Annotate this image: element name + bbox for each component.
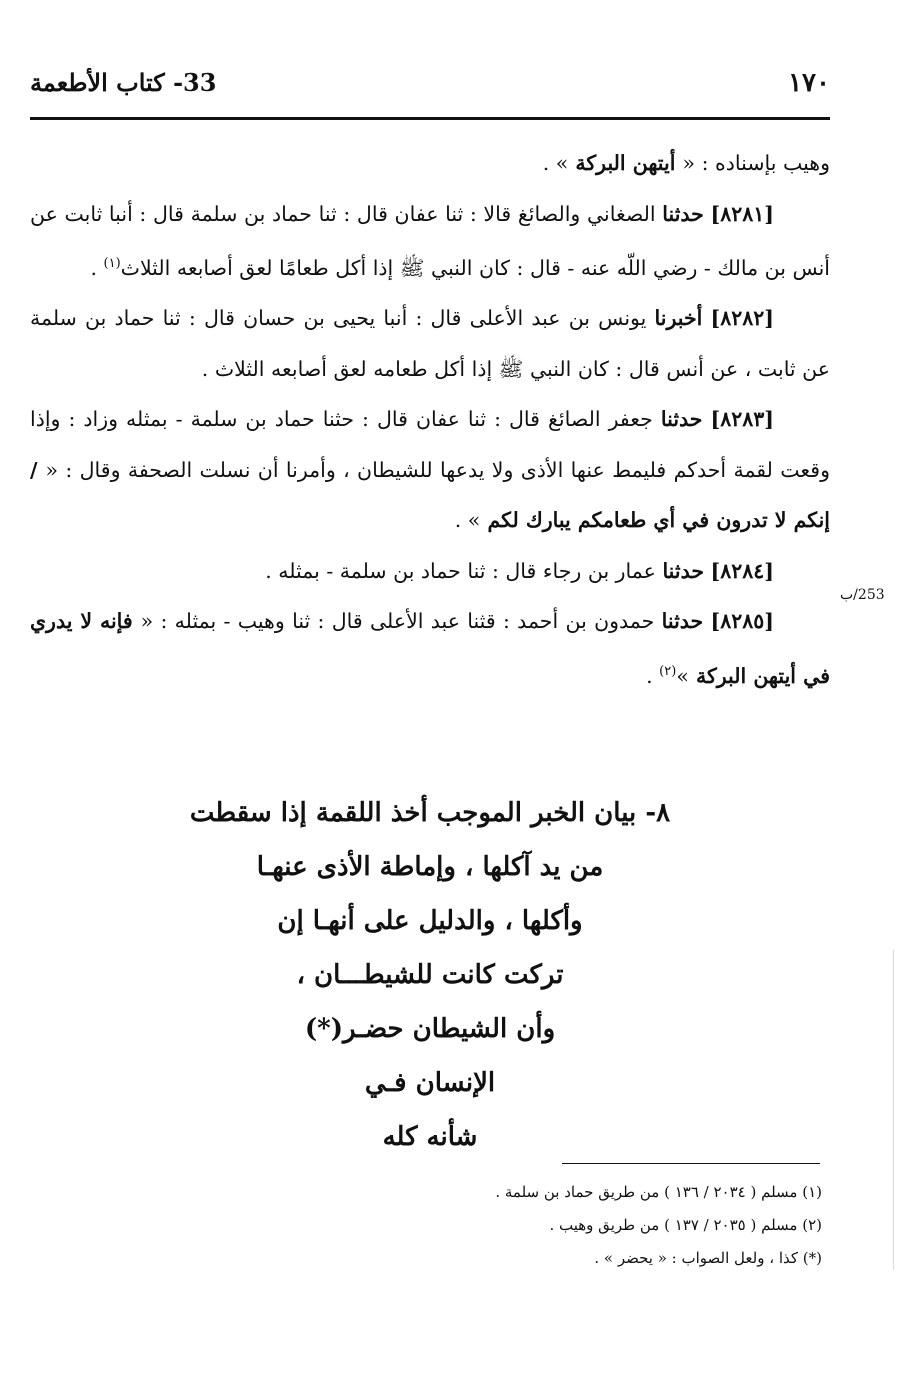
paragraph-text: يونس بن عبد الأعلى قال : أنبا يحيى بن حسان قال : ثنا حماد بن سلمة عن ثابت ، عن أنس قال : كان النبي ﷺ إذا أكل طعامه لعق أصابعه الثلاث .: [30, 306, 830, 381]
heading-line: وأكلها ، والدليل على أنهـا إن: [277, 906, 583, 936]
paragraph-text: حمدون بن أحمد : قثنا عبد الأعلى قال : ثنا وهيب - بمثله : «: [140, 609, 655, 634]
heading-line: تركت كانت للشيطـــان ،: [296, 960, 564, 990]
narration-keyword: أخبرنا: [654, 306, 703, 331]
footnote: (*) كذا ، ولعل الصواب : « يحضر » .: [594, 1249, 822, 1267]
hadith-number: [٨٢٨١]: [710, 201, 774, 226]
page-header: [30, 68, 830, 104]
paragraph-text: الصغاني والصائغ قالا : ثنا عفان قال : ثنا حماد بن سلمة قال : أنبا ثابت عن أنس بن مالك - رضي اللّه عنه - قال : كان النبي ﷺ إذا أكل طعامًا لعق أصابعه الثلاث: [30, 201, 830, 280]
hadith-8284: [30, 546, 830, 597]
quote-end: »: [676, 663, 689, 688]
heading-line: ٨- بيان الخبر الموجب أخذ اللقمة إذا سقطت: [189, 798, 671, 828]
hadith-8281: [30, 189, 830, 294]
footnote: (٢) مسلم ( ٢٠٣٥ / ١٣٧ ) من طريق وهيب .: [549, 1216, 822, 1234]
hadith-8282: [30, 293, 830, 394]
hadith-number: [٨٢٨٥]: [710, 609, 774, 634]
quote-bold: / إنكم لا تدرون في أي طعامكم يبارك لكم: [30, 457, 830, 533]
footnote-ref: (٢): [659, 663, 677, 679]
narration-keyword: حدثنا: [662, 201, 704, 226]
main-text: [30, 138, 830, 701]
margin-folio-note: 253/ب: [840, 587, 885, 603]
narration-keyword: حدثنا: [661, 609, 704, 634]
page-number: ١٧٠: [788, 68, 830, 98]
scan-edge-line: [893, 950, 894, 1270]
hadith-8283: [30, 394, 830, 546]
paragraph-continuation: [30, 138, 830, 189]
footnote-rule: [562, 1163, 820, 1164]
hadith-number: [٨٢٨٣]: [710, 407, 774, 432]
quote-bold: فإنه لا يدري في أيتهن البركة: [30, 609, 830, 688]
header-rule: [30, 117, 830, 120]
hadith-number: [٨٢٨٢]: [710, 306, 774, 331]
heading-line: وأن الشيطان حضـر(*): [304, 1014, 556, 1044]
narration-keyword: حدثنا: [660, 407, 703, 432]
quote-end: » .: [542, 151, 569, 175]
heading-line: من يد آكلها ، وإماطة الأذى عنهـا: [256, 852, 604, 882]
paragraph-text: عمار بن رجاء قال : ثنا حماد بن سلمة - بمثله .: [265, 558, 656, 583]
paragraph-text: جعفر الصائغ قال : ثنا عفان قال : حثنا حماد بن سلمة - بمثله وزاد : وإذا وقعت لقمة أحدكم فليمط عنها الأذى ولا يدعها للشيطان ، وأمرنا أن نسلت الصحفة وقال : «: [30, 407, 830, 482]
quote-end: » .: [454, 508, 481, 533]
paragraph-end: .: [90, 255, 104, 280]
hadith-8285: [30, 596, 830, 701]
footnote-ref: (١): [103, 256, 121, 271]
footnote: (١) مسلم ( ٢٠٣٤ / ١٣٦ ) من طريق حماد بن سلمة .: [495, 1183, 822, 1201]
footnotes: [30, 1176, 822, 1275]
heading-line: شأنه كله: [382, 1122, 478, 1152]
section-heading: [130, 786, 730, 1164]
hadith-number: [٨٢٨٤]: [710, 558, 774, 583]
narration-keyword: حدثنا: [662, 558, 705, 583]
paragraph-text: وهيب بإسناده : «: [682, 151, 830, 175]
chapter-title: 33- كتاب الأطعمة: [30, 68, 217, 97]
heading-line: الإنسان فـي: [364, 1068, 496, 1098]
quote-bold: أيتهن البركة: [568, 151, 683, 175]
paragraph-end: .: [646, 663, 660, 688]
